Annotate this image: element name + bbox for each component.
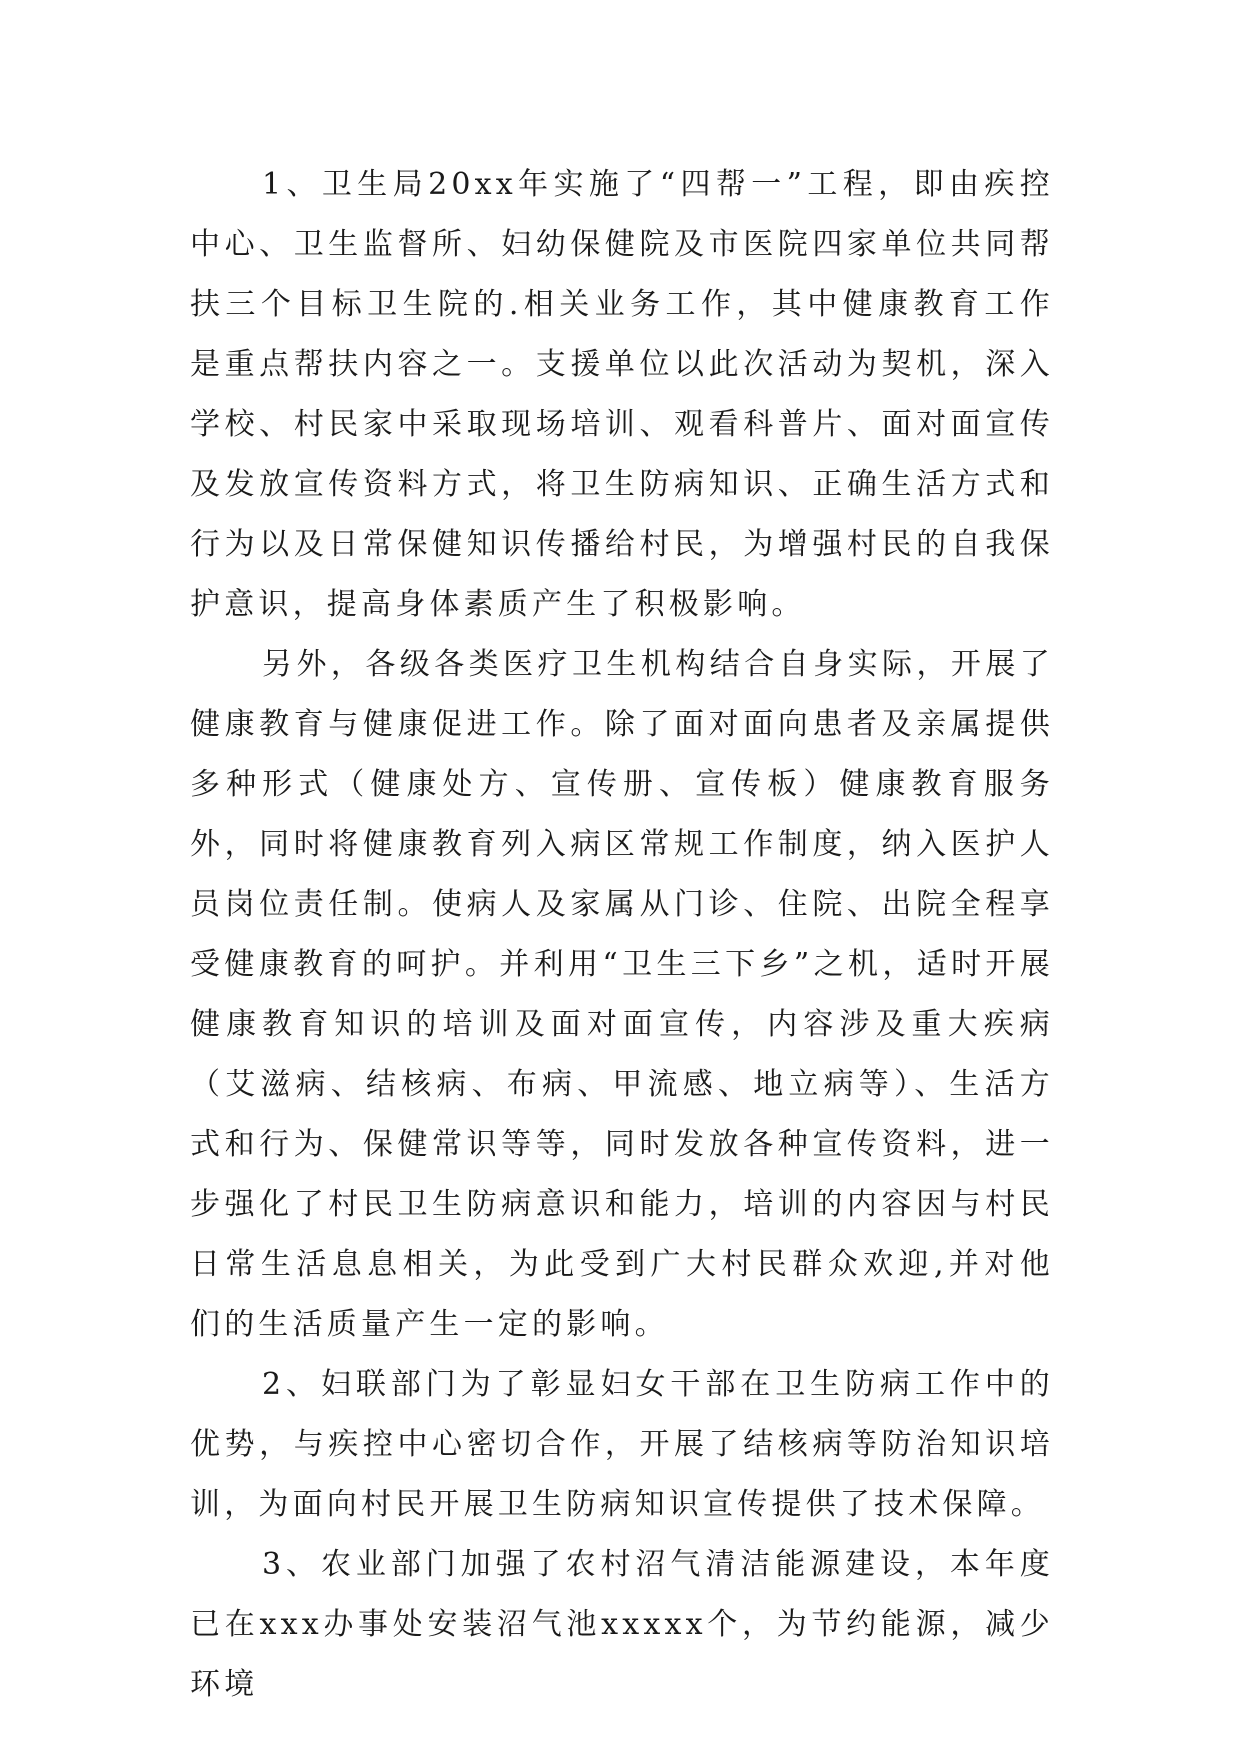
paragraph-medical-institutions: 另外，各级各类医疗卫生机构结合自身实际，开展了健康教育与健康促进工作。除了面对面向患者及亲属提供多种形式（健康处方、宣传册、宣传板）健康教育服务外，同时将健康教育列入病区常规工作制度，纳入医护人员岗位责任制。使病人及家属从门诊、住院、出院全程享受健康教育的呵护。并利用“卫生三下乡”之机，适时开展健康教育知识的培训及面对面宣传，内容涉及重大疾病（艾滋病、结核病、布病、甲流感、地立病等）、生活方式和行为、保健常识等等，同时发放各种宣传资料，进一步强化了村民卫生防病意识和能力，培训的内容因与村民日常生活息息相关，为此受到广大村民群众欢迎,并对他们的生活质量产生一定的影响。: [190, 647, 1054, 1342]
document-body: [190, 155, 1054, 1715]
paragraph-womens-federation: 2、妇联部门为了彰显妇女干部在卫生防病工作中的优势，与疾控中心密切合作，开展了结核病等防治知识培训，为面向村民开展卫生防病知识宣传提供了技术保障。: [190, 1367, 1054, 1522]
paragraph-agriculture-department: 3、农业部门加强了农村沼气清洁能源建设，本年度已在xxx办事处安装沼气池xxxxx个，为节约能源，减少环境: [190, 1547, 1054, 1702]
paragraph-health-bureau: 1、卫生局20xx年实施了“四帮一”工程，即由疾控中心、卫生监督所、妇幼保健院及市医院四家单位共同帮扶三个目标卫生院的.相关业务工作，其中健康教育工作是重点帮扶内容之一。支援单位以此次活动为契机，深入学校、村民家中采取现场培训、观看科普片、面对面宣传及发放宣传资料方式，将卫生防病知识、正确生活方式和行为以及日常保健知识传播给村民，为增强村民的自我保护意识，提高身体素质产生了积极影响。: [190, 167, 1054, 622]
